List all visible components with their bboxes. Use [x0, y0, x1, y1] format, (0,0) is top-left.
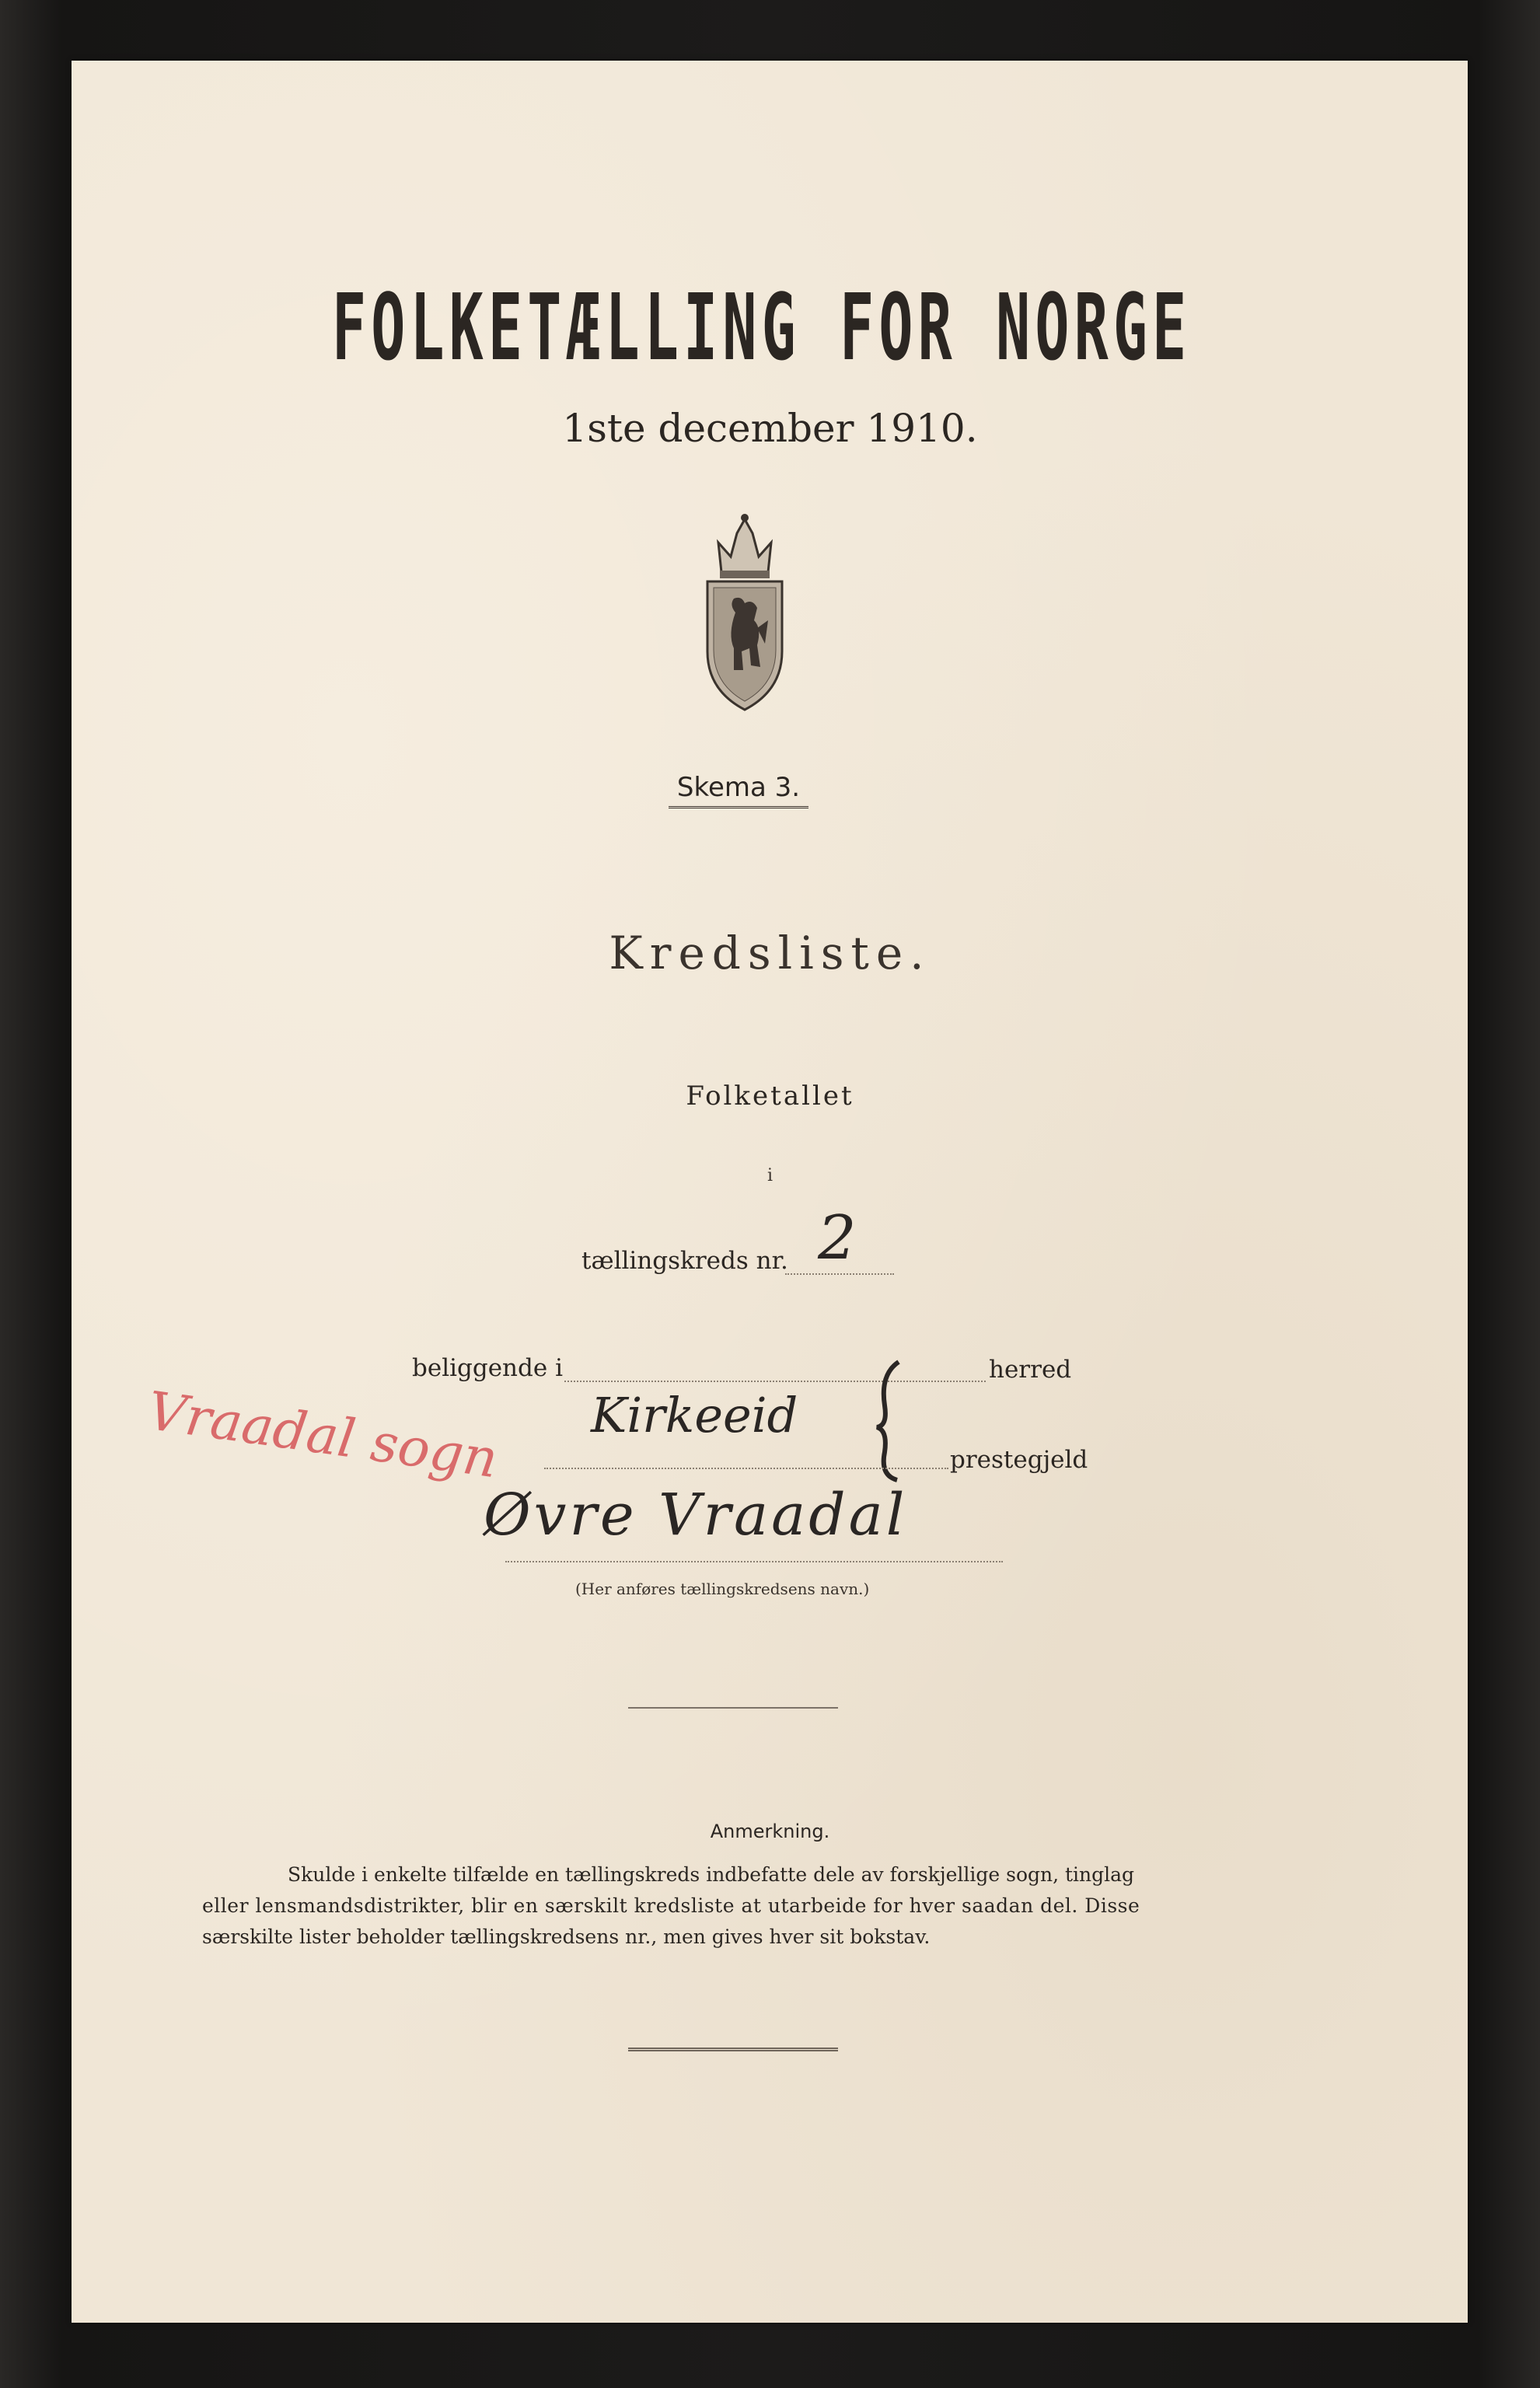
kreds-number-line: [785, 1273, 894, 1275]
folketallet-label: Folketallet: [686, 1081, 854, 1112]
kreds-number-label: tællingskreds nr.: [581, 1247, 788, 1275]
anmerkning-line-3: særskilte lister beholder tællingskredsens nr., men gives hver sit bokstav.: [202, 1925, 931, 1948]
handwritten-brace-mark: [874, 1359, 905, 1483]
census-form-page: [72, 61, 1468, 2323]
prestegjeld-line: [544, 1468, 948, 1469]
schema-number: Skema 3.: [669, 772, 808, 808]
prestegjeld-label: prestegjeld: [950, 1446, 1088, 1474]
anmerkning-heading: Anmerkning.: [710, 1821, 830, 1842]
herred-line: [564, 1381, 986, 1382]
beliggende-label: beliggende i: [412, 1354, 563, 1382]
section-divider: [628, 1707, 838, 1709]
kreds-name-line: [505, 1561, 1003, 1562]
form-date: 1ste december 1910.: [562, 406, 978, 451]
prestegjeld-value: Kirkeeid: [591, 1387, 798, 1444]
form-title: FOLKETÆLLING FOR NORGE: [331, 274, 1192, 381]
anmerkning-line-1: Skulde i enkelte tilfælde en tællingskreds indbefatte dele av forskjellige sogn, tinglag: [288, 1863, 1135, 1886]
document-heading: Kredsliste.: [609, 927, 931, 979]
anmerkning-text: [202, 1859, 1267, 1953]
kreds-number-value: 2: [818, 1203, 857, 1273]
i-label: i: [767, 1166, 773, 1185]
kreds-name-instruction: (Her anføres tællingskredsens navn.): [575, 1580, 870, 1598]
anmerkning-line-2: eller lensmandsdistrikter, blir en særskilt kredsliste at utarbeide for hver saadan del. Disse: [202, 1894, 1140, 1917]
herred-label: herred: [989, 1356, 1072, 1384]
norwegian-coat-of-arms-icon: [690, 511, 799, 714]
kreds-name-value: Øvre Vraadal: [484, 1482, 908, 1548]
bottom-divider: [628, 2048, 838, 2051]
sogn-annotation: Vraadal sogn: [144, 1381, 501, 1491]
